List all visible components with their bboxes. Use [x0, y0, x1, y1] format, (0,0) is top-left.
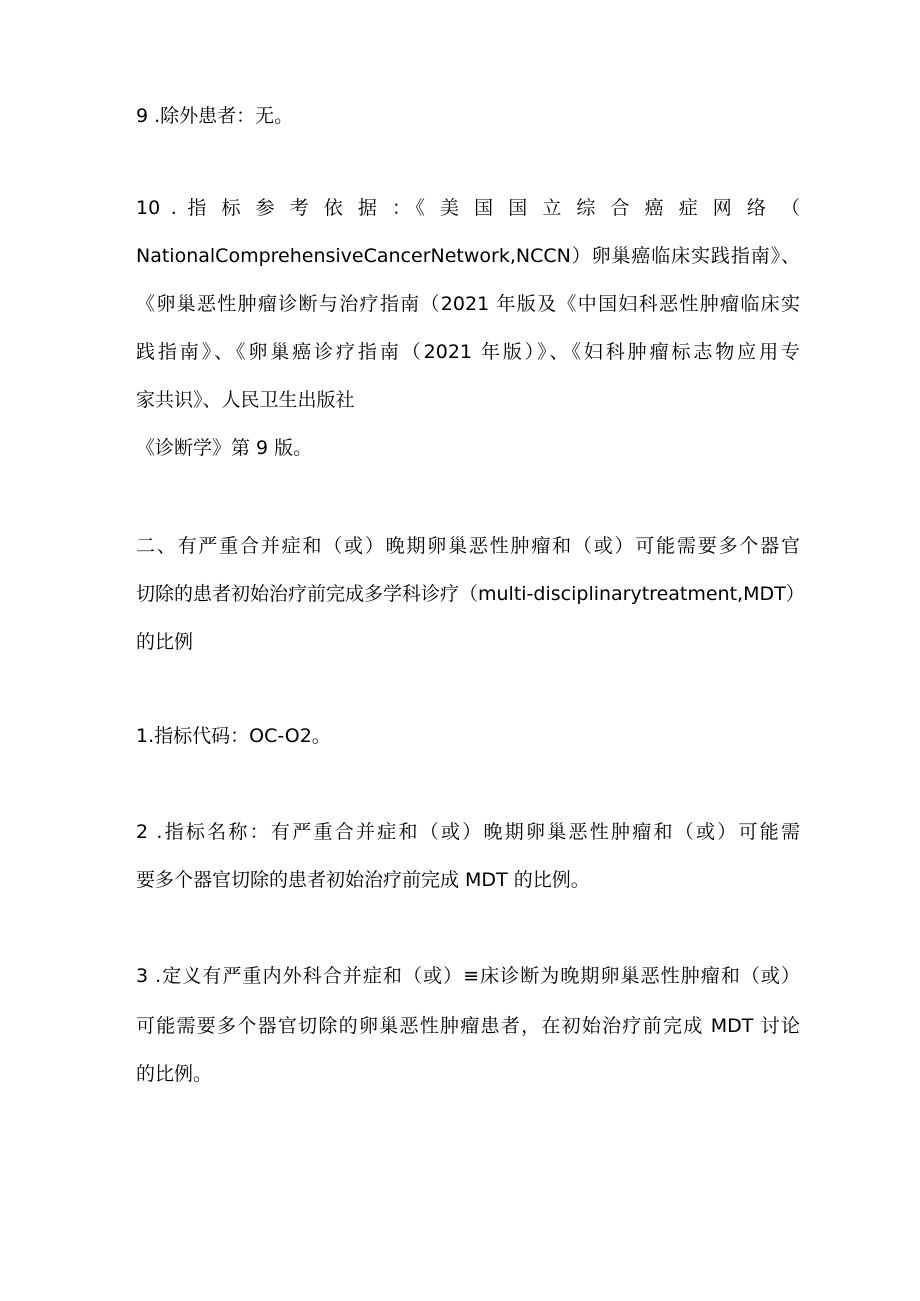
item-9-exclusion: 9 .除外患者：无。	[136, 105, 294, 127]
item-10-line-6: 《诊断学》第 9 版。	[136, 437, 313, 459]
item-2-indicator-name-line-1: 2 .指标名称：有严重合并症和（或）晚期卵巢恶性肿瘤和（或）可能需	[136, 821, 800, 843]
item-10-line-3: 《卵巢恶性肿瘤诊断与治疗指南（2021 年版及《中国妇科恶性肿瘤临床实	[136, 293, 800, 315]
item-3-definition-line-3: 的比例。	[136, 1063, 213, 1085]
item-10-line-4: 践指南》、《卵巢癌诊疗指南（2021 年版）》、《妇科肿瘤标志物应用专	[136, 341, 800, 363]
item-10-line-1: 10 . 指 标 参 考 依 据 ：《 美 国 国 立 综 合 癌 症 网 络 （	[136, 197, 800, 219]
item-2-indicator-name-line-2: 要多个器官切除的患者初始治疗前完成 MDT 的比例。	[136, 869, 590, 891]
item-3-definition-line-2: 可能需要多个器官切除的卵巢恶性肿瘤患者，在初始治疗前完成 MDT 讨论	[136, 1015, 800, 1037]
item-10-line-2: NationalComprehensiveCancerNetwork,NCCN）卵巢癌临床实践指南》、	[136, 245, 800, 267]
section-2-heading-line-3: 的比例	[136, 631, 194, 653]
item-1-indicator-code: 1.指标代码：OC-O2。	[136, 725, 331, 747]
item-10-line-5: 家共识》、人民卫生出版社	[136, 389, 355, 411]
section-2-heading-line-1: 二、有严重合并症和（或）晚期卵巢恶性肿瘤和（或）可能需要多个器官	[136, 535, 800, 557]
section-2-heading-line-2: 切除的患者初始治疗前完成多学科诊疗（multi-disciplinarytreatment,MDT）	[136, 583, 805, 605]
item-3-definition-line-1: 3 .定义有严重内外科合并症和（或）≡床诊断为晚期卵巢恶性肿瘤和（或）	[136, 965, 800, 987]
